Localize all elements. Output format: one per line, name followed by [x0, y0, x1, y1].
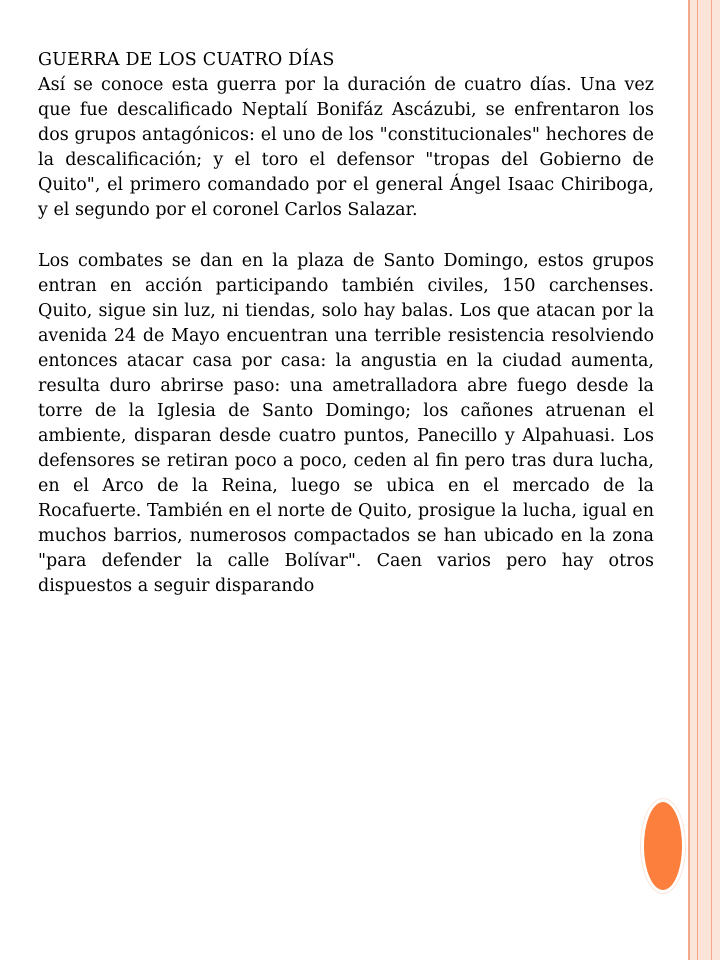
decorative-band-line: [697, 0, 698, 960]
decorative-band-line: [688, 0, 690, 960]
decorative-side-band: [690, 0, 720, 960]
decorative-band-line: [711, 0, 712, 960]
paragraph-intro: Así se conoce esta guerra por la duración de cuatro días. Una vez que fue descalificado Neptalí Bonifáz Ascázubi, se enfrentaron los dos grupos antagónicos: el uno de los "constitucionales" hechores de la descalificación; y el toro el defensor "tropas del Gobierno de Quito", el primero comandado por el general Ángel Isaac Chiriboga, y el segundo por el coronel Carlos Salazar.: [38, 75, 654, 220]
slide-heading: GUERRA DE LOS CUATRO DÍAS: [38, 50, 335, 70]
slide-content: [38, 48, 654, 599]
paragraph-combates: Los combates se dan en la plaza de Santo Domingo, estos grupos entran en acción participando también civiles, 150 carchenses. Quito, sigue sin luz, ni tiendas, solo hay balas. Los que atacan por la avenida 24 de Mayo encuentran una terrible resistencia resolviendo entonces atacar casa por casa: la angustia en la ciudad aumenta, resulta duro abrirse paso: una ametralladora abre fuego desde la torre de la Iglesia de Santo Domingo; los cañones atruenan el ambiente, disparan desde cuatro puntos, Panecillo y Alpahuasi. Los defensores se retiran poco a poco, ceden al fin pero tras dura lucha, en el Arco de la Reina, luego se ubica en el mercado de la Rocafuerte. También en el norte de Quito, prosigue la lucha, igual en muchos barrios, numerosos compactados se han ubicado en la zona "para defender la calle Bolívar". Caen varios pero hay otros dispuestos a seguir disparando: [38, 251, 654, 596]
decorative-orange-oval: [641, 799, 685, 893]
